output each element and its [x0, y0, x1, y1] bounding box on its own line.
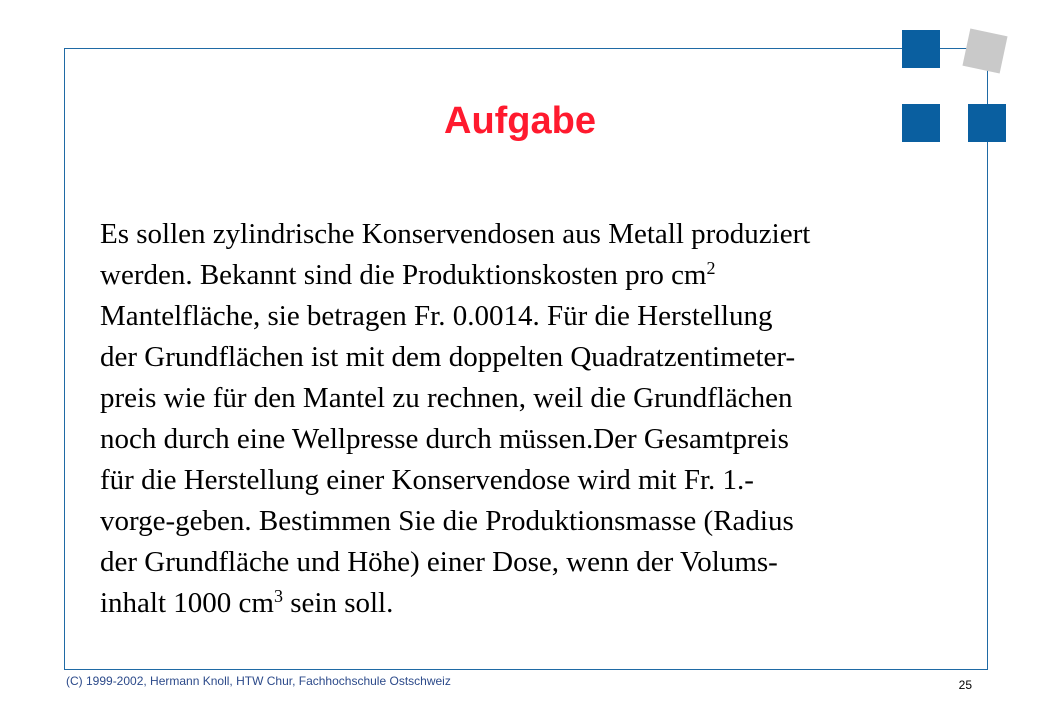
copyright-footer: (C) 1999-2002, Hermann Knoll, HTW Chur, Fachhochschule Ostschweiz [66, 674, 451, 688]
task-line: für die Herstellung einer Konservendose wird mit Fr. 1.- [100, 464, 754, 496]
task-line: noch durch eine Wellpresse durch müssen.Der Gesamtpreis [100, 423, 789, 455]
superscript: 3 [273, 586, 283, 606]
task-line: inhalt 1000 $cm^3$ sein soll. [100, 586, 394, 619]
task-line: der Grundflächen ist mit dem doppelten Quadratzentimeter- [100, 341, 796, 373]
superscript: 2 [706, 258, 716, 278]
task-line: der Grundfläche und Höhe) einer Dose, wenn der Volums- [100, 546, 778, 578]
task-line: vorge-geben. Bestimmen Sie die Produktionsmasse (Radius [100, 505, 794, 537]
decor-square-gray-top-right [962, 28, 1007, 73]
slide-title: Aufgabe [444, 100, 596, 142]
task-description [100, 214, 960, 624]
task-line: werden. Bekannt sind die Produktionskosten pro $cm^2$ [100, 258, 716, 291]
task-line: preis wie für den Mantel zu rechnen, weil die Grundflächen [100, 382, 793, 414]
page-number: 25 [958, 678, 972, 692]
task-line: Es sollen zylindrische Konservendosen aus Metall produziert [100, 218, 811, 250]
task-line: Mantelfläche, sie betragen Fr. 0.0014. Für die Herstellung [100, 300, 773, 332]
decor-square-blue-top-left [902, 30, 940, 68]
